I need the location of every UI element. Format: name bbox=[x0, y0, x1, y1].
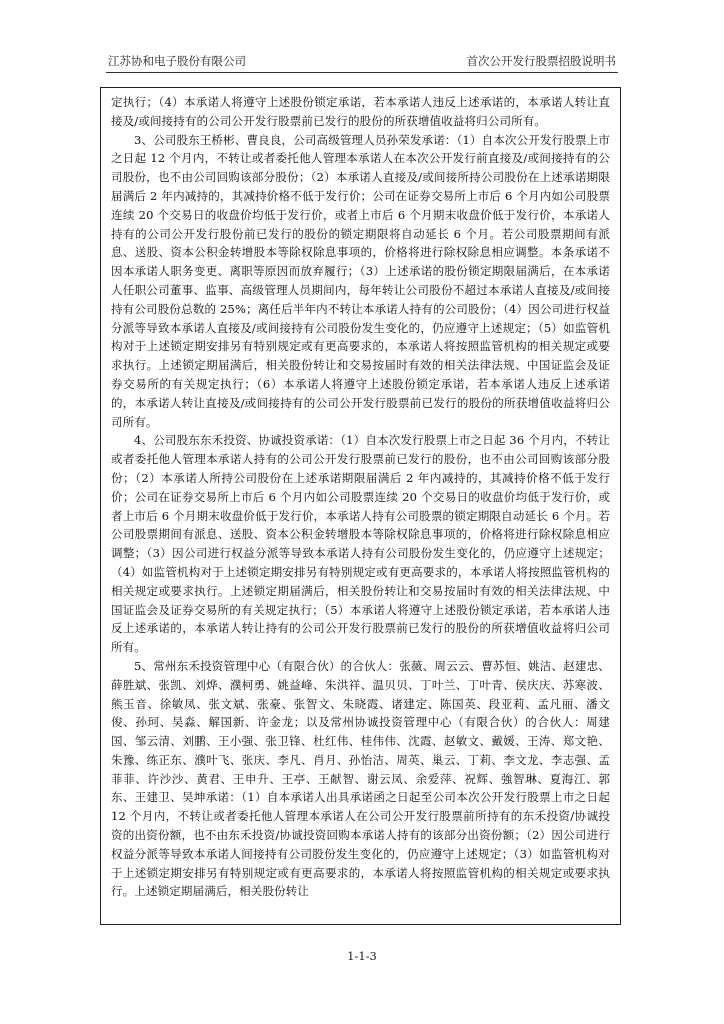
paragraph-item-3: 3、公司股东王桥彬、曹良良，公司高级管理人员孙荣发承诺：（1）自本次公开发行股票上市之日起 12 个月内，不转让或者委托他人管理本承诺人在本次公开发行前直接及/或间接持有的公司股份，也不由公司回购该部分股份；（2）本承诺人直接及/或间接所持公司股份在上述承诺期限届满后 2 年内减持的，其减持价格不低于发行价；公司在证券交易所上市后 6 个月内如公司股票连续 20 个交易日的收盘价均低于发行价，或者上市后 6 个月期末收盘价低于发行价，本承诺人持有的公司公开发行股份前已发行的股份的锁定期限将自动延长 6 个月。若公司股票期间有派息、送股、资本公积金转增股本等除权除息事项的，价格将进行除权除息相应调整。本条承诺不因本承诺人职务变更、离职等原因而放弃履行；（3）上述承诺的股份锁定期限届满后，在本承诺人任职公司董事、监事、高级管理人员期间内，每年转让公司股份不超过本承诺人直接及/或间接持有公司股份总数的 25%；离任后半年内不转让本承诺人持有的公司股份；（4）因公司进行权益分派等导致本承诺人直接及/或间接持有公司股份发生变化的，仍应遵守上述规定；（5）如监管机构对于上述锁定期安排另有特别规定或有更高要求的，本承诺人将按照监管机构的相关规定或要求执行。上述锁定期届满后，相关股份转让和交易按届时有效的相关法律法规、中国证监会及证券交易所的有关规定执行；（6）本承诺人将遵守上述股份锁定承诺，若本承诺人违反上述承诺的，本承诺人转让直接及/或间接持有的公司公开发行股票前已发行的股份的所获增值收益将归公司所有。 bbox=[111, 132, 610, 429]
page-number: 1-1-3 bbox=[347, 949, 377, 963]
paragraph-item-5: 5、常州东禾投资管理中心（有限合伙）的合伙人：张薇、周云云、曹苏恒、姚洁、赵建忠、薛胜斌、张凯、刘烨、濮柯勇、姚益峰、朱洪祥、温贝贝、丁叶兰、丁叶青、侯庆庆、苏寒波、熊玉音、徐敏凤、张文斌、张豪、张智文、朱晓霞、诸建定、陈国英、段亚莉、孟凡丽、潘文俊、孙珂、吴淼、解国新、许金龙；以及常州协诚投资管理中心（有限合伙）的合伙人：周建国、邹云清、刘鹏、王小强、张卫锋、杜红伟、桂伟伟、沈霞、赵敏文、戴媛、王涛、郑文艳、朱豫、练正东、濮叶飞、张庆、李凡、肖月、孙怡洁、周英、巢云、丁莉、李文龙、李志强、孟菲菲、许沙沙、黄君、王申升、王亭、王献智、谢云凤、余爱萍、祝辉、強智琳、夏海江、郭东、王建卫、吴坤承诺：（1）自本承诺人出具承诺函之日起至公司本次公开发行股票上市之日起 12 个月内，不转让或者委托他人管理本承诺人在公司公开发行股票前所持有的东禾投资/协诚投资的出资份额，也不由东禾投资/协诚投资回购本承诺人持有的该部分出资份额；（2）因公司进行权益分派等导致本承诺人间接持有公司股份发生变化的，仍应遵守上述规定；（3）如监管机构对于上述锁定期安排另有特别规定或有更高要求的，本承诺人将按照监管机构的相关规定或要求执行。上述锁定期届满后，相关股份转让 bbox=[111, 658, 610, 899]
page-header bbox=[108, 52, 616, 70]
header-company-name: 江苏协和电子股份有限公司 bbox=[108, 54, 246, 68]
header-document-title: 首次公开发行股票招股说明书 bbox=[466, 54, 616, 68]
header-divider bbox=[106, 72, 618, 73]
content-frame bbox=[100, 87, 621, 925]
paragraph-item-4: 4、公司股东东禾投资、协诚投资承诺：（1）自本次发行股票上市之日起 36 个月内，不转让或者委托他人管理本承诺人持有的公司公开发行股票前已发行的股份，也不由公司回购该部分股份；（2）本承诺人所持公司股份在上述承诺期限届满后 2 年内减持的，其减持价格不低于发行价；公司在证券交易所上市后 6 个月内如公司股票连续 20 个交易日的收盘价均低于发行价，或者上市后 6 个月期末收盘价低于发行价，本承诺人持有公司股票的锁定期限自动延长 6 个月。若公司股票期间有派息、送股、资本公积金转增股本等除权除息事项的，价格将进行除权除息相应调整；（3）因公司进行权益分派等导致本承诺人持有公司股份发生变化的，仍应遵守上述规定；（4）如监管机构对于上述锁定期安排另有特别规定或有更高要求的，本承诺人将按照监管机构的相关规定或要求执行。上述锁定期届满后，相关股份转让和交易按届时有效的相关法律法规、中国证监会及证券交易所的有关规定执行；（5）本承诺人将遵守上述股份锁定承诺，若本承诺人违反上述承诺的，本承诺人转让持有的公司公开发行股票前已发行的股份的所获增值收益将归公司所有。 bbox=[111, 433, 610, 655]
paragraph-continuation: 定执行；（4）本承诺人将遵守上述股份锁定承诺，若本承诺人违反上述承诺的，本承诺人转让直接及/或间接持有的公司公开发行股票前已发行的股份的所获增值收益将归公司所有。 bbox=[111, 95, 610, 128]
